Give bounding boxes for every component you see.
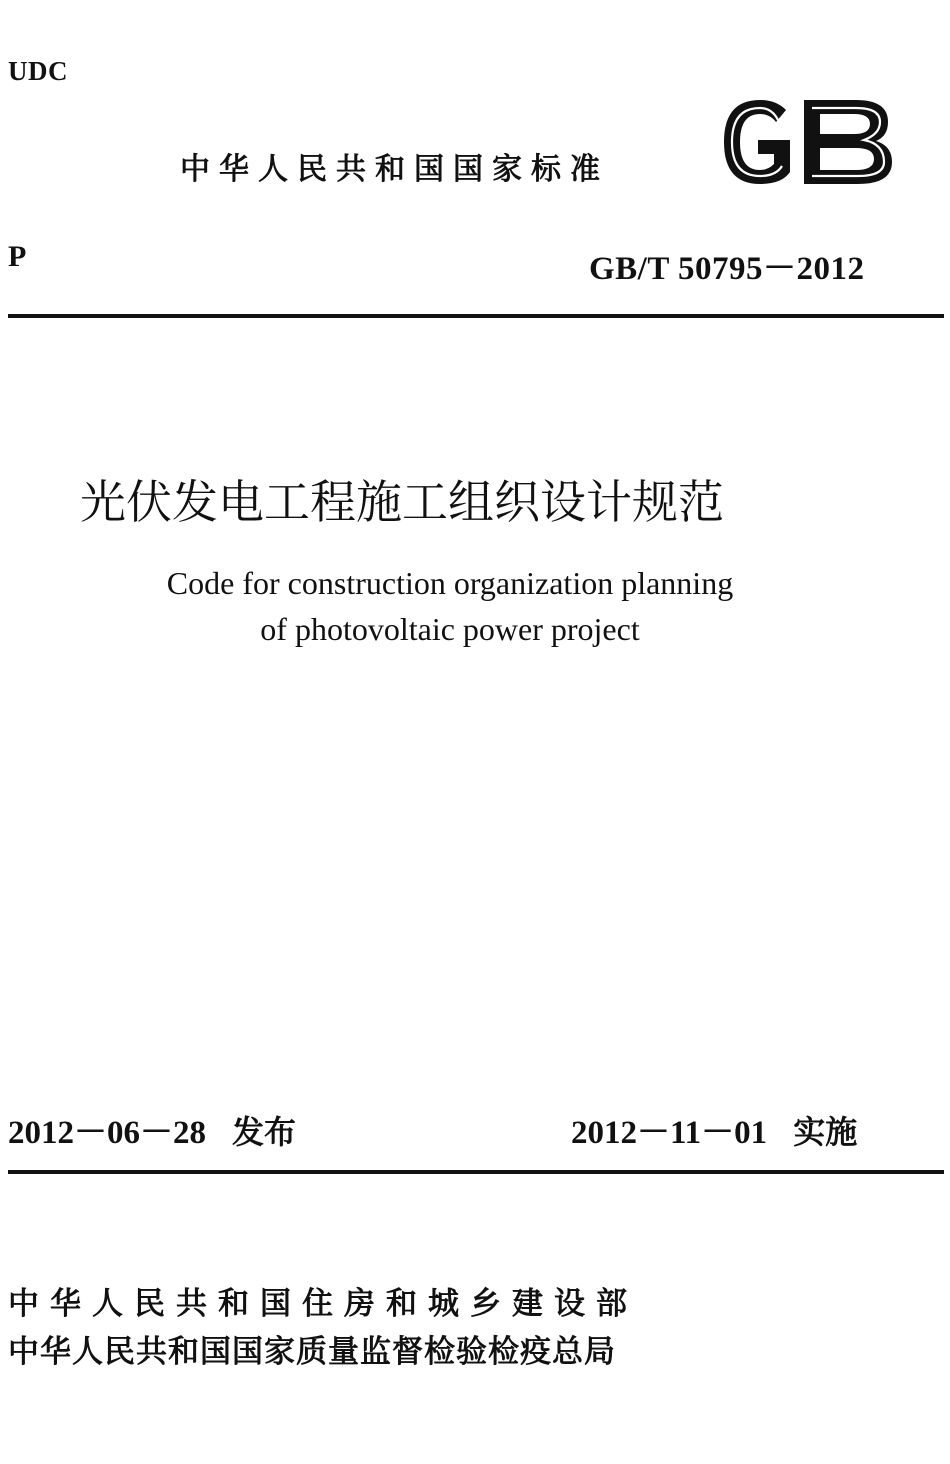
english-title-line-2: of photovoltaic power project — [260, 611, 640, 647]
header-divider — [8, 314, 944, 318]
issuer-quality-inspection: 中华人民共和国国家质量监督检验检疫总局 — [8, 1334, 616, 1370]
implementation-date-block — [571, 1106, 857, 1153]
standard-number: GB/T 50795－2012 — [589, 251, 865, 287]
english-title-line-1: Code for construction organization planning — [166, 565, 734, 601]
issue-date-block — [8, 1106, 296, 1153]
national-standard-heading: 中华人民共和国国家标准 — [180, 152, 609, 187]
issue-label: 发布 — [232, 1113, 297, 1151]
document-title-english — [0, 560, 900, 652]
issue-date: 2012－06－28 — [8, 1115, 206, 1151]
document-title-chinese: 光伏发电工程施工组织设计规范 — [80, 475, 724, 529]
classification-code: P — [8, 240, 27, 273]
implementation-label: 实施 — [793, 1113, 858, 1151]
implementation-date: 2012－11－01 — [571, 1115, 768, 1151]
gb-logo-icon — [716, 96, 896, 188]
udc-label: UDC — [8, 56, 68, 86]
issuer-ministry-housing: 中华人民共和国住房和城乡建设部 — [8, 1286, 638, 1322]
date-divider — [8, 1170, 944, 1174]
